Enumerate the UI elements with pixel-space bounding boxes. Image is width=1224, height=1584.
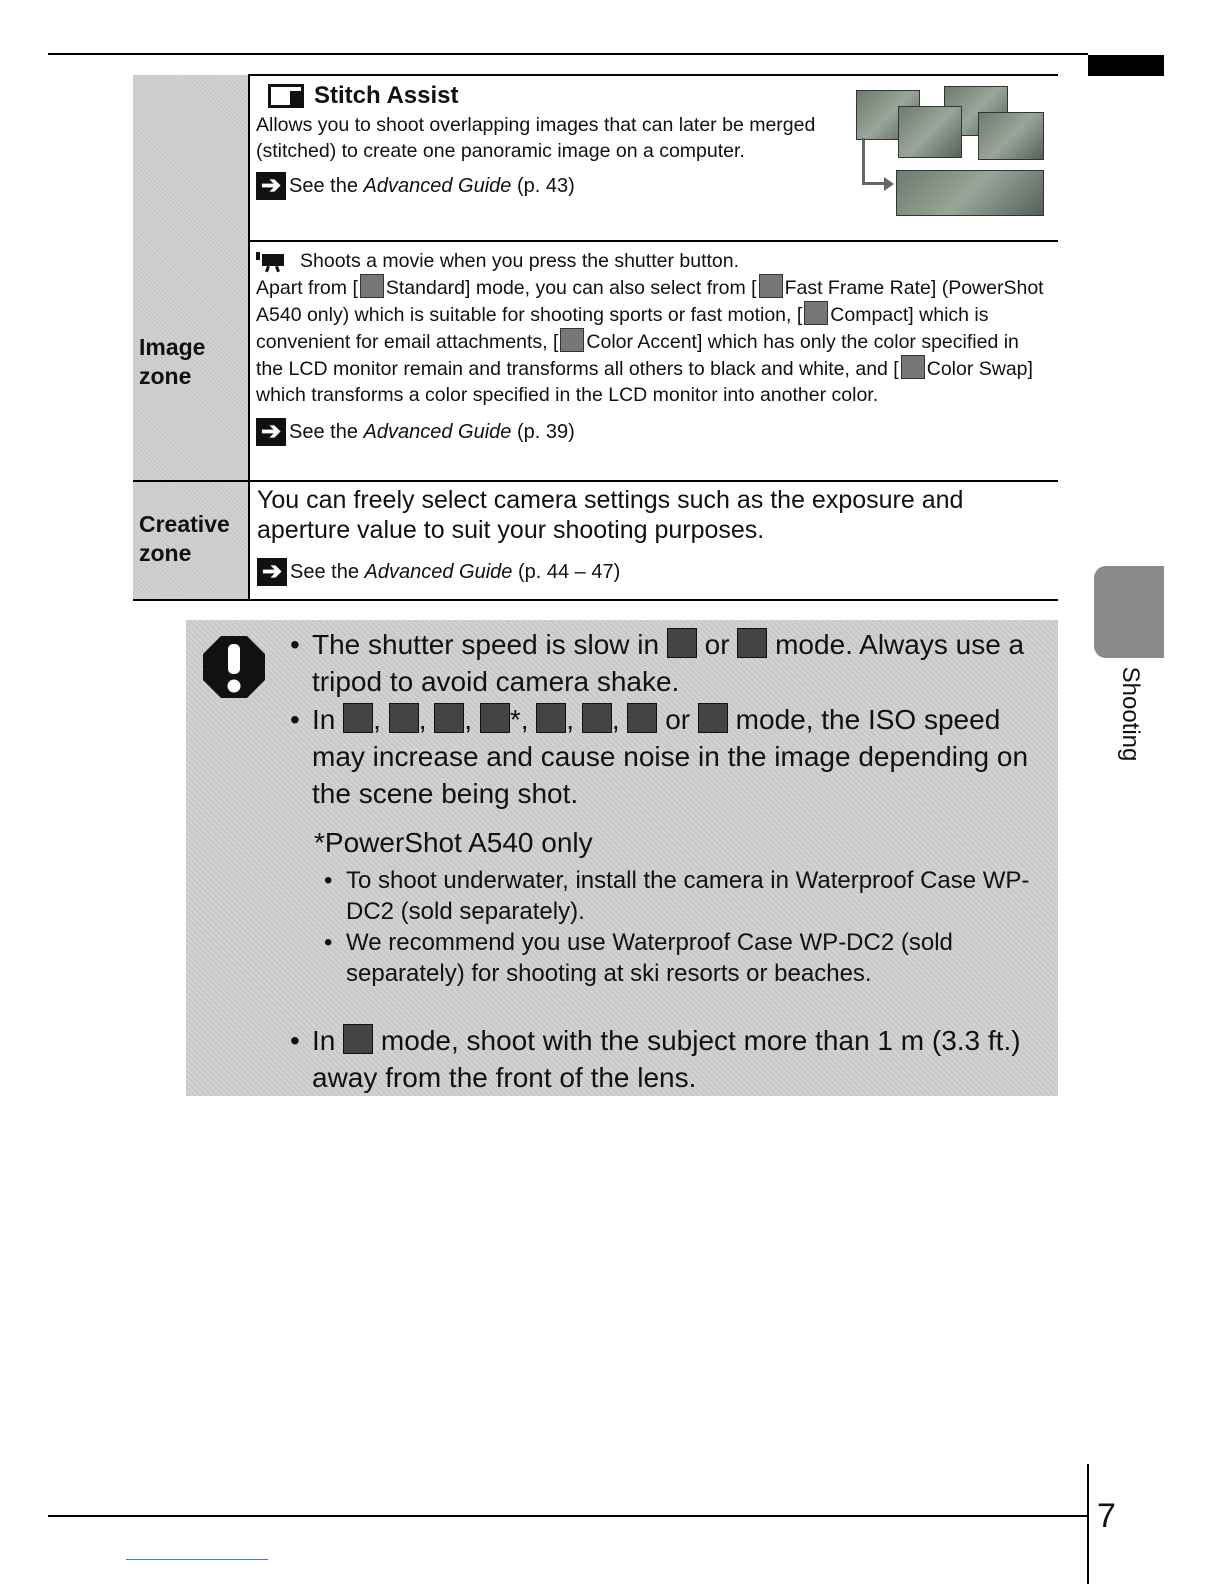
arrow-right-icon: ➔ xyxy=(257,558,287,586)
standard-movie-icon xyxy=(360,274,384,298)
top-rule xyxy=(48,53,1088,55)
note-text: In xyxy=(312,1025,336,1056)
arrow-right-icon: ➔ xyxy=(256,172,286,200)
compact-movie-icon xyxy=(804,301,828,325)
bottom-rule xyxy=(48,1515,1088,1517)
fireworks-icon xyxy=(737,628,767,658)
creative-zone-label: Creative zone xyxy=(139,511,230,566)
see-guide-title: Advanced Guide xyxy=(364,560,513,583)
caution-notes xyxy=(290,626,1042,1096)
stitch-illustration xyxy=(856,86,1046,218)
note-text: *, xyxy=(509,704,529,735)
table-row-divider xyxy=(133,480,1058,482)
stitch-assist-icon xyxy=(268,84,304,108)
note-item: • In , , , *, , , or mode, the ISO speed may increase and cause noise in the image depending on the scene being shot. xyxy=(290,704,1029,809)
see-page: (p. 43) xyxy=(511,174,575,197)
note-text: To shoot underwater, install the camera in Waterproof Case WP-DC2 (sold separately). xyxy=(346,867,1030,925)
fast-frame-rate-icon xyxy=(759,274,783,298)
color-accent-icon xyxy=(627,703,657,733)
table-row-divider xyxy=(249,240,1058,242)
side-tab-label: Shooting xyxy=(1117,666,1144,762)
movie-text: Standard] mode, you can also select from [ xyxy=(385,277,757,299)
note-text: mode. Always use a tripod to avoid camera shake. xyxy=(312,629,1025,697)
zone-column-image xyxy=(133,75,248,480)
see-guide-title: Advanced Guide xyxy=(363,174,512,197)
see-page: (p. 39) xyxy=(511,420,575,443)
note-text: The shutter speed is slow in xyxy=(312,629,660,660)
stitch-assist-text: Allows you to shoot overlapping images that can later be merged (stitched) to create one panoramic image on a computer. xyxy=(256,114,816,162)
table-vertical-divider xyxy=(248,74,250,600)
caution-icon xyxy=(201,634,267,700)
note-text: In xyxy=(312,704,336,735)
underwater-icon xyxy=(480,703,510,733)
note-item: • The shutter speed is slow in or mode. Always use a tripod to avoid camera shake. xyxy=(290,629,1025,697)
night-scene-icon xyxy=(667,628,697,658)
see-prefix: See the xyxy=(289,174,364,197)
stitch-assist-cell xyxy=(256,80,836,200)
movie-description xyxy=(256,274,1051,408)
arrow-right-icon: ➔ xyxy=(256,418,286,446)
see-guide-link[interactable] xyxy=(256,172,836,200)
stitch-assist-title: Stitch Assist xyxy=(314,82,459,109)
sub-note-item: • To shoot underwater, install the camera in Waterproof Case WP-DC2 (sold separately). xyxy=(324,865,1042,927)
movie-intro: Shoots a movie when you press the shutter button. xyxy=(300,250,740,272)
iso-s-icon xyxy=(582,703,612,733)
iso-auto-icon xyxy=(536,703,566,733)
movie-text: Compact] which is convenient for email attachments, [ xyxy=(256,304,989,353)
table-top-border xyxy=(249,74,1058,76)
see-prefix: See the xyxy=(289,420,364,443)
note-item: • In mode, shoot with the subject more than 1 m (3.3 ft.) away from the front of the lens. xyxy=(290,1025,1021,1093)
footer-link-underline xyxy=(126,1559,268,1560)
see-page: (p. 44 – 47) xyxy=(512,560,621,583)
creative-zone-cell xyxy=(257,485,1047,586)
note-text: mode, the ISO speed may increase and cause noise in the image depending on the scene being shot. xyxy=(312,704,1029,809)
movie-text: Color Swap] which transforms a color specified in the LCD monitor into another color. xyxy=(256,358,1033,406)
movie-text: Fast Frame Rate] (PowerShot A540 only) which is suitable for shooting sports or fast motion, [ xyxy=(256,277,1044,326)
movie-cell xyxy=(256,248,1051,446)
color-swap-icon xyxy=(901,355,925,379)
table-bottom-border xyxy=(133,599,1058,601)
indoor-icon xyxy=(343,703,373,733)
note-text: mode, shoot with the subject more than 1 m (3.3 ft.) away from the front of the lens. xyxy=(312,1025,1021,1093)
note-text: We recommend you use Waterproof Case WP-DC2 (sold separately) for shooting at ski resorts or beaches. xyxy=(346,929,953,987)
see-guide-title: Advanced Guide xyxy=(363,420,512,443)
creative-zone-text: You can freely select camera settings such as the exposure and aperture value to suit your shooting purposes. xyxy=(257,486,964,544)
color-swap-icon xyxy=(698,703,728,733)
side-tab-block xyxy=(1094,566,1164,658)
footnote: *PowerShot A540 only xyxy=(314,827,593,858)
see-guide-link[interactable] xyxy=(257,558,1047,586)
kids-pets-icon xyxy=(343,1024,373,1054)
movie-text: Color Accent] which has only the color specified in the LCD monitor remain and transforms all others to black and white, and [ xyxy=(256,331,1019,380)
image-zone-label: Image zone xyxy=(139,334,206,389)
movie-icon xyxy=(256,252,284,270)
note-text: or xyxy=(704,629,730,660)
color-accent-icon xyxy=(560,328,584,352)
foliage-icon xyxy=(434,703,464,733)
page-number-divider xyxy=(1087,1464,1089,1584)
kids-pets-icon xyxy=(389,703,419,733)
see-guide-link[interactable] xyxy=(256,418,1051,446)
movie-text: Apart from [ xyxy=(256,277,358,299)
page-number: 7 xyxy=(1097,1497,1116,1535)
chapter-marker xyxy=(1088,55,1164,76)
see-prefix: See the xyxy=(290,560,365,583)
sub-note-item: • We recommend you use Waterproof Case WP-DC2 (sold separately) for shooting at ski resorts or beaches. xyxy=(324,927,1042,989)
note-text: or xyxy=(665,704,691,735)
